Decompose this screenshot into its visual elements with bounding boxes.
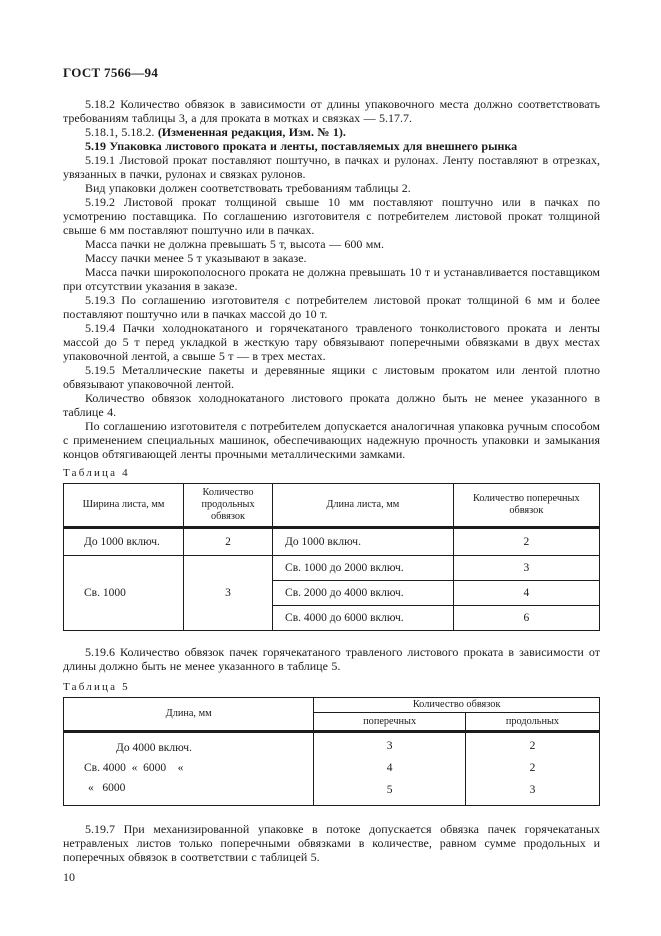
table-4-longitudinal-group-cell: 3 [184,556,273,631]
document-body [63,97,600,461]
table-5-transverse-cell: 5 [314,780,466,806]
para-5-19-5: 5.19.5 Металлические пакеты и деревянные ящики с листовым прокатом или лентой плотно обвязывают упаковочной лентой. [63,363,600,391]
amendment-refs: 5.18.1, 5.18.2. [85,125,158,139]
page-number: 10 [63,869,75,884]
table-4-width-cell: До 1000 включ. [64,528,184,556]
table-5-length-cell: « 6000 [64,780,314,806]
table-row [64,732,600,758]
table-row [64,758,600,780]
table-5-longitudinal-cell: 3 [465,780,599,806]
amendment-note: (Измененная редакция, Изм. № 1). [157,125,346,139]
document-page [63,66,600,885]
para-5-19-1: 5.19.1 Листовой прокат поставляют поштучно, в пачках и рулонах. Ленту поставляют в отрезках, увязанных в пачки, рулонах и связках рулонов. [63,153,600,181]
para-mass-wide: Масса пачки широкополосного проката не должна превышать 10 т и устанавливается поставщиком при отсутствии указания в заказе. [63,265,600,293]
table-4-transverse-cell: 6 [453,606,599,631]
table-5-header-group: Количество обвязок [314,698,600,713]
table-5-header-length: Длина, мм [64,698,314,732]
para-5-18-2: 5.18.2 Количество обвязок в зависимости от длины упаковочного места должно соответствовать требованиям таблицы 3, а для проката в мотках и связках — 5.17.7. [63,97,600,125]
para-manual-packing: По соглашению изготовителя с потребителем допускается аналогичная упаковка ручным способом с применением специальных машинок, обеспечивающих надежную прочность упаковки и замыкания концов обтягивающей ленты прочными металлическими замками. [63,419,600,461]
table-4-label: Таблица 4 [63,467,130,479]
table-4 [63,483,600,631]
table-5-length-cell: Св. 4000 « 6000 « [64,758,314,780]
heading-5-19: 5.19 Упаковка листового проката и ленты, поставляемых для внешнего рынка [85,139,518,153]
para-5-19-3: 5.19.3 По соглашению изготовителя с потребителем листовой прокат толщиной 6 мм и более поставляют поштучно или в пачках массой до 10 т. [63,293,600,321]
table-4-length-cell: Св. 1000 до 2000 включ. [273,556,454,581]
table-5-longitudinal-cell: 2 [465,758,599,780]
para-5-19-7: 5.19.7 При механизированной упаковке в потоке допускается обвязка пачек горячекатаных нетравленых листов только поперечными обвязками в количестве, равном сумме продольных и поперечных обвязок в соответствии с таблицей 5. [63,821,600,864]
table-4-header-transverse: Количество поперечных обвязок [453,484,599,528]
doc-number: ГОСТ 7566—94 [63,65,159,80]
para-mass-order: Массу пачки менее 5 т указывают в заказе. [85,251,307,265]
table-4-width-group-cell: Св. 1000 [64,556,184,631]
table-5-longitudinal-cell: 2 [465,732,599,758]
para-5-19-2: 5.19.2 Листовой прокат толщиной свыше 10 мм поставляют поштучно или в пачках по усмотрению поставщика. По соглашению изготовителя с потребителем листовой прокат толщиной свыше 6 мм поставляют поштучно или в пачках. [63,195,600,237]
table-4-transverse-cell: 4 [453,581,599,606]
para-amendment [63,125,600,139]
table-5-length-cell: До 4000 включ. [64,732,314,758]
table-5-header-longitudinal: продольных [465,713,599,732]
table-row [64,528,600,556]
table-4-length-cell: Св. 4000 до 6000 включ. [273,606,454,631]
table-5-label: Таблица 5 [63,681,130,693]
table-5-transverse-cell: 3 [314,732,466,758]
table-4-header-width: Ширина листа, мм [64,484,184,528]
table-4-transverse-cell: 2 [453,528,599,556]
table-row [64,780,600,806]
table-4-header-length: Длина листа, мм [273,484,454,528]
table-4-transverse-cell: 3 [453,556,599,581]
para-packing-type: Вид упаковки должен соответствовать требованиям таблицы 2. [85,181,411,195]
table-4-longitudinal-cell: 2 [184,528,273,556]
table-5 [63,697,600,806]
table-4-header-row [64,484,600,528]
table-4-header-longitudinal: Количество продольных обвязок [184,484,273,528]
para-5-19-4: 5.19.4 Пачки холоднокатаного и горячекатаного травленого тонколистового проката и ленты массой до 5 т перед укладкой в жесткую тару обвязывают поперечными обвязками в двух местах упаковочной лентой, а свыше 5 т — в трех местах. [63,321,600,363]
table-4-length-cell: Св. 2000 до 4000 включ. [273,581,454,606]
table-5-transverse-cell: 4 [314,758,466,780]
table-5-header-transverse: поперечных [314,713,466,732]
para-tie-count: Количество обвязок холоднокатаного листового проката должно быть не менее указанного в таблице 4. [63,391,600,419]
table-4-length-cell: До 1000 включ. [273,528,454,556]
para-mass-limit: Масса пачки не должна превышать 5 т, высота — 600 мм. [85,237,384,251]
table-5-header-row [64,698,600,713]
table-row [64,556,600,581]
para-5-19-6: 5.19.6 Количество обвязок пачек горячекатаного травленого листового проката в зависимости от длины должно быть не менее указанного в таблице 5. [63,645,600,673]
